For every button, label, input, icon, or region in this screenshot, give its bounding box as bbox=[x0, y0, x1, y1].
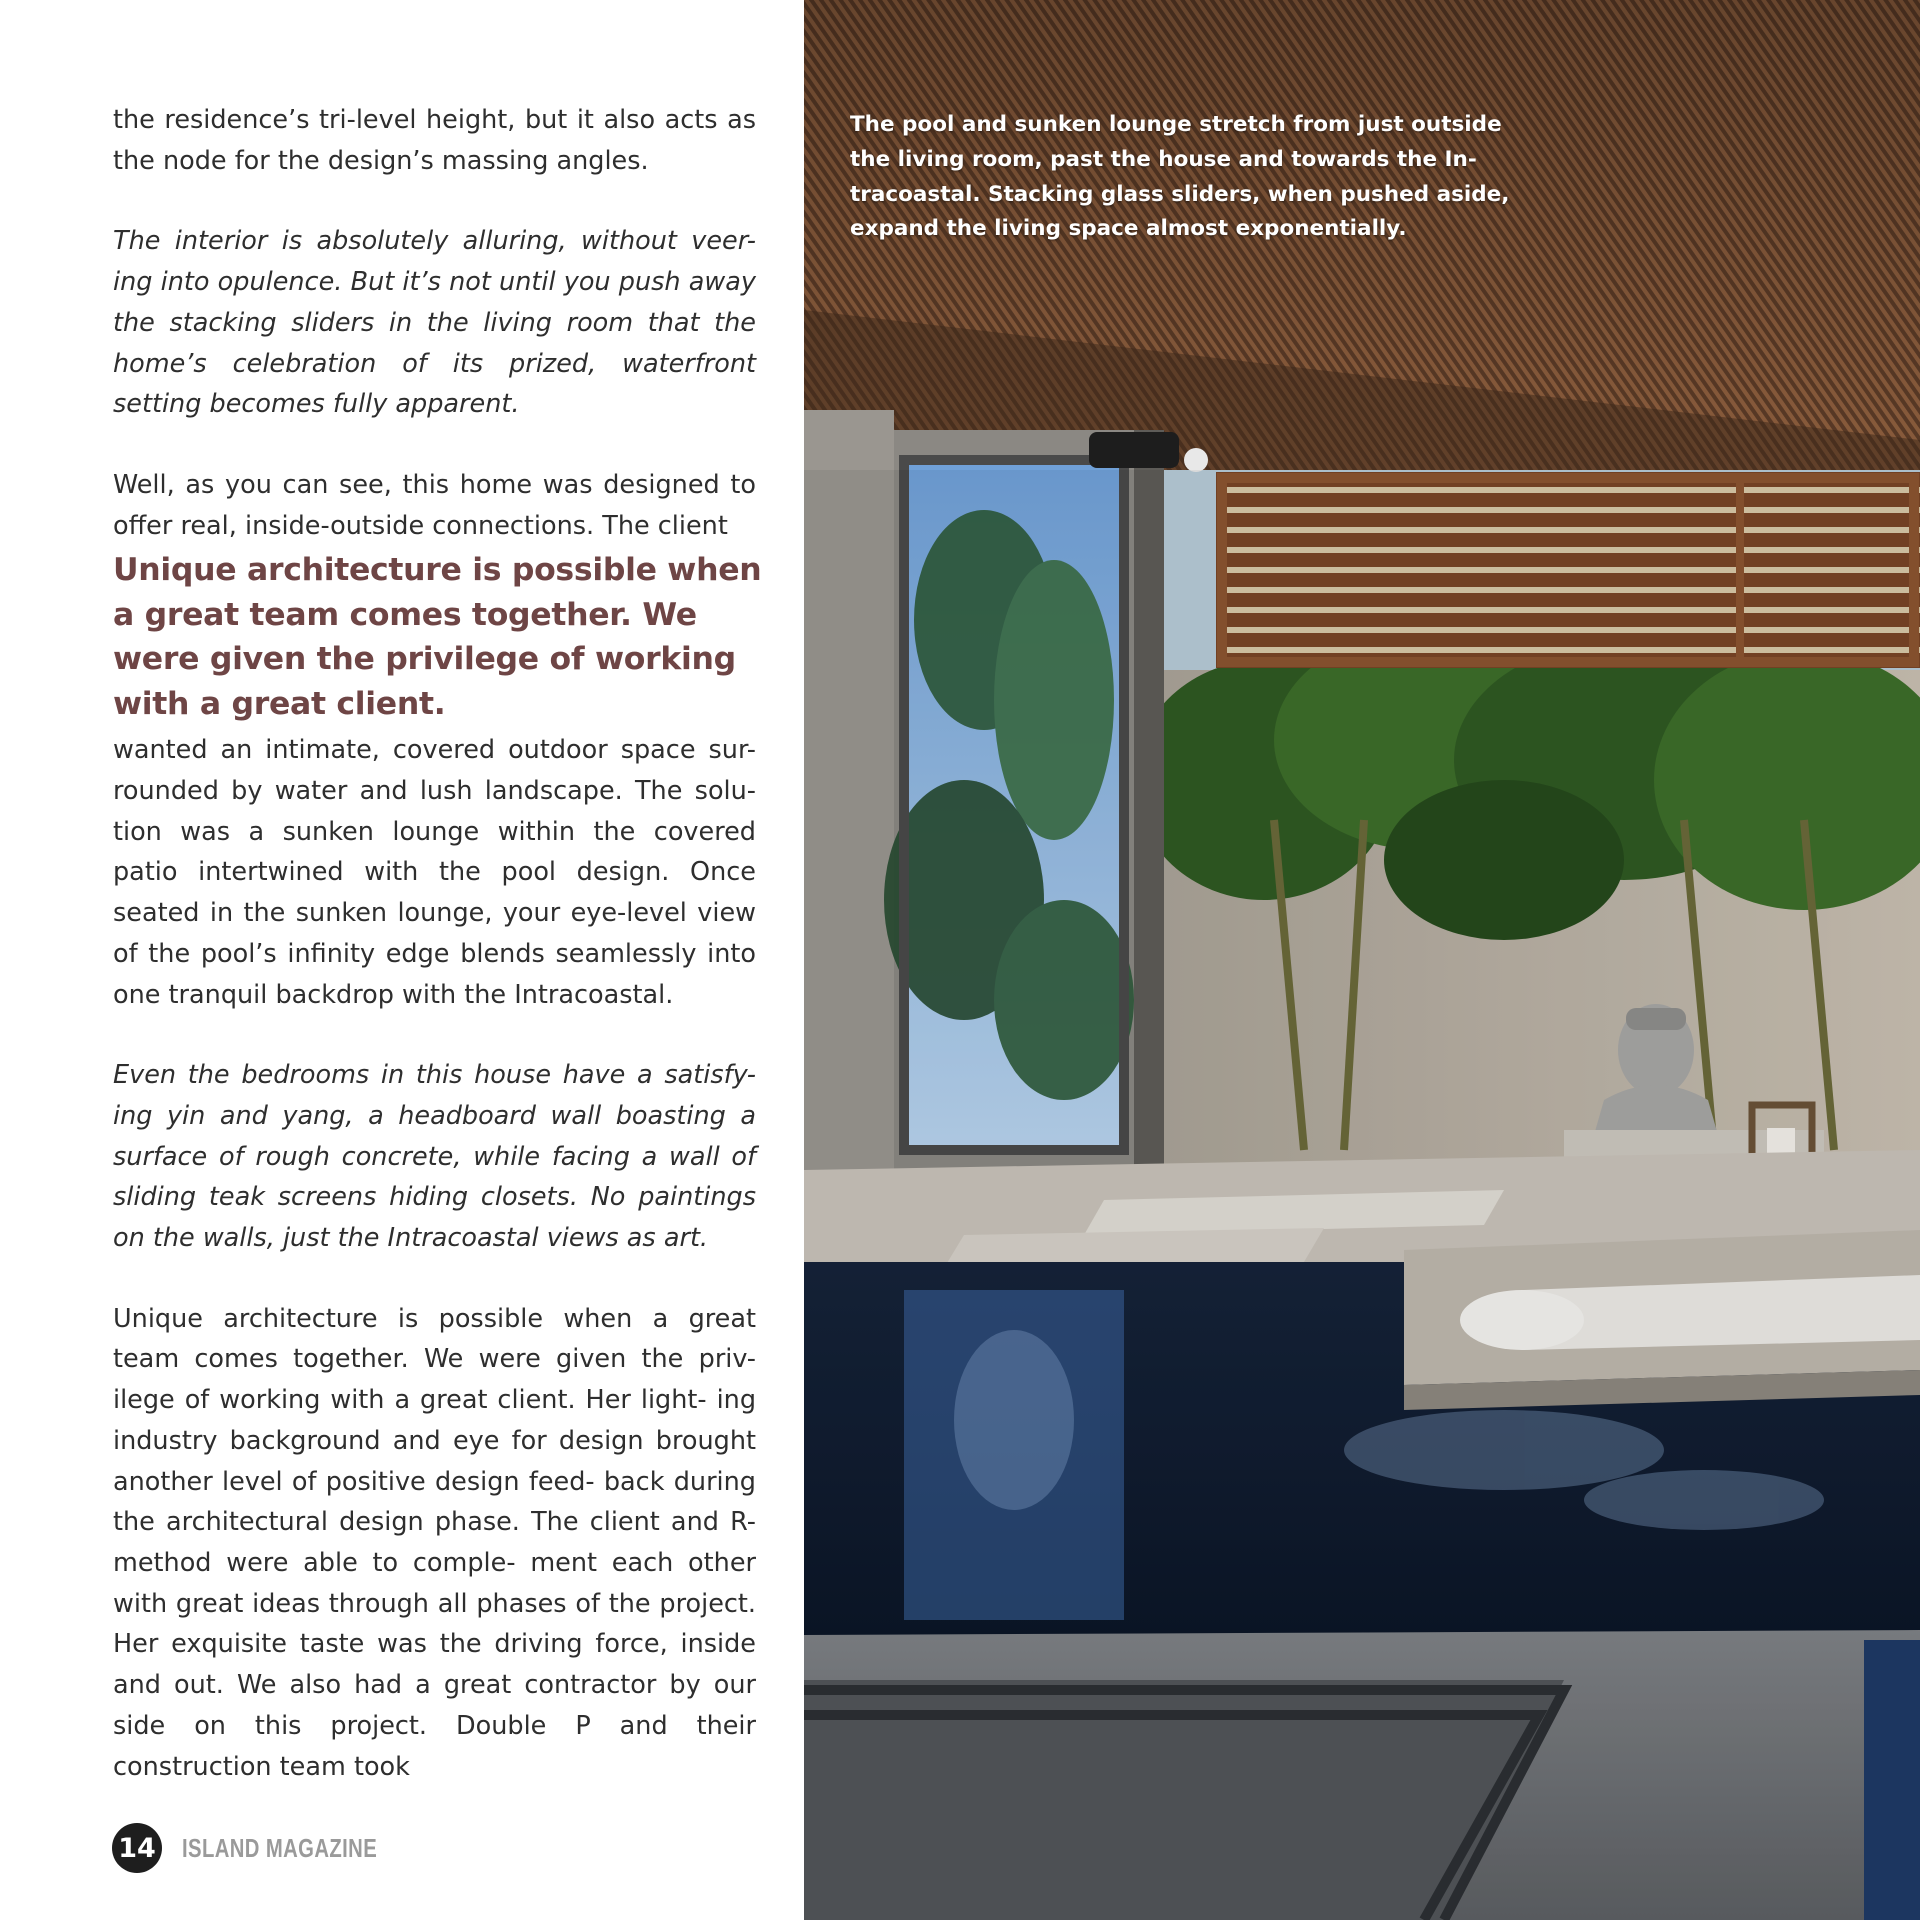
paragraph-5-italic bbox=[113, 1055, 756, 1259]
page-number-badge: 14 bbox=[112, 1823, 162, 1873]
text-line: the home’s celebration of its prized, waterfront bbox=[113, 307, 756, 379]
text-line: phases of the project. Her exquisite taste was bbox=[113, 1588, 757, 1660]
text-line: sliding teak screens hiding closets. No paintings bbox=[113, 1182, 756, 1213]
text-line: the living room, past the house and towards the In- bbox=[850, 146, 1477, 172]
text-line: ing industry background and eye for design bbox=[113, 1385, 757, 1456]
paragraph-6 bbox=[113, 1299, 756, 1787]
text-line: Unique architecture is possible when a great bbox=[113, 1303, 756, 1334]
text-line: Double P and their construction team took bbox=[113, 1710, 757, 1782]
text-line: Unique architecture is possible when bbox=[113, 552, 762, 589]
text-line: ment each other with great ideas through all bbox=[113, 1547, 756, 1619]
paragraph-3 bbox=[113, 465, 756, 546]
magazine-name: ISLAND MAGAZINE bbox=[182, 1832, 378, 1863]
paragraph-1 bbox=[113, 100, 756, 181]
text-line: the residence’s tri-level height, but it also acts as bbox=[113, 105, 756, 135]
pool-lounge-photo bbox=[804, 0, 1920, 1920]
photo-illustration bbox=[804, 0, 1920, 1920]
text-line: away the stacking sliders in the living room that bbox=[113, 267, 756, 338]
text-line: ing into opulence. But it’s not until you push bbox=[113, 267, 681, 298]
text-line: of the pool’s infinity edge blends seamlessly into bbox=[113, 938, 756, 969]
photo-caption bbox=[850, 108, 1550, 247]
text-line: a great contractor by our side on this project. bbox=[113, 1670, 757, 1741]
text-line: ing yin and yang, a headboard wall boasting a bbox=[113, 1100, 756, 1131]
text-line: one tranquil backdrop with the Intracoastal. bbox=[113, 979, 674, 1010]
article-text-column bbox=[113, 100, 762, 1787]
text-line: back during the architectural design phase. bbox=[113, 1466, 756, 1538]
text-line: tion was a sunken lounge within the covered bbox=[113, 816, 756, 847]
text-line: The interior is absolutely alluring, without veer- bbox=[113, 226, 756, 257]
text-line: The pool and sunken lounge stretch from just outside bbox=[850, 112, 1502, 137]
text-line: ilege of working with a great client. Her light- bbox=[113, 1385, 707, 1416]
text-line: tracoastal. Stacking glass sliders, when pushed aside, bbox=[850, 181, 1510, 207]
text-line: setting becomes fully apparent. bbox=[113, 389, 520, 420]
text-line: Well, as you can see, this home was designed to bbox=[113, 469, 756, 500]
text-line: expand the living space almost exponentially. bbox=[850, 216, 1407, 242]
paragraph-2-italic bbox=[113, 221, 756, 425]
text-line: patio intertwined with the pool design. Once bbox=[113, 857, 756, 888]
text-line: were given the privilege of working bbox=[113, 641, 736, 678]
page-footer bbox=[112, 1823, 432, 1873]
text-line: brought another level of positive design feed- bbox=[113, 1425, 756, 1497]
text-line: with a great client. bbox=[113, 685, 446, 722]
text-line: team comes together. We were given the priv- bbox=[113, 1344, 756, 1375]
text-line: the driving force, inside and out. We also had bbox=[113, 1629, 756, 1701]
pull-quote bbox=[113, 548, 762, 726]
text-line: on the walls, just the Intracoastal views as art. bbox=[113, 1223, 709, 1254]
text-line: surface of rough concrete, while facing a wall of bbox=[113, 1141, 756, 1172]
text-line: the node for the design’s massing angles. bbox=[113, 145, 649, 176]
text-line: offer real, inside-outside connections. The client bbox=[113, 510, 728, 541]
text-line: rounded by water and lush landscape. The solu- bbox=[113, 776, 756, 807]
text-line: Even the bedrooms in this house have a satisfy- bbox=[113, 1060, 756, 1091]
text-line: seated in the sunken lounge, your eye-level view bbox=[113, 898, 756, 929]
text-line: The client and R-method were able to comple- bbox=[113, 1507, 756, 1578]
text-line: wanted an intimate, covered outdoor space sur- bbox=[113, 735, 756, 766]
text-line: a great team comes together. We bbox=[113, 596, 697, 633]
paragraph-4 bbox=[113, 730, 756, 1015]
